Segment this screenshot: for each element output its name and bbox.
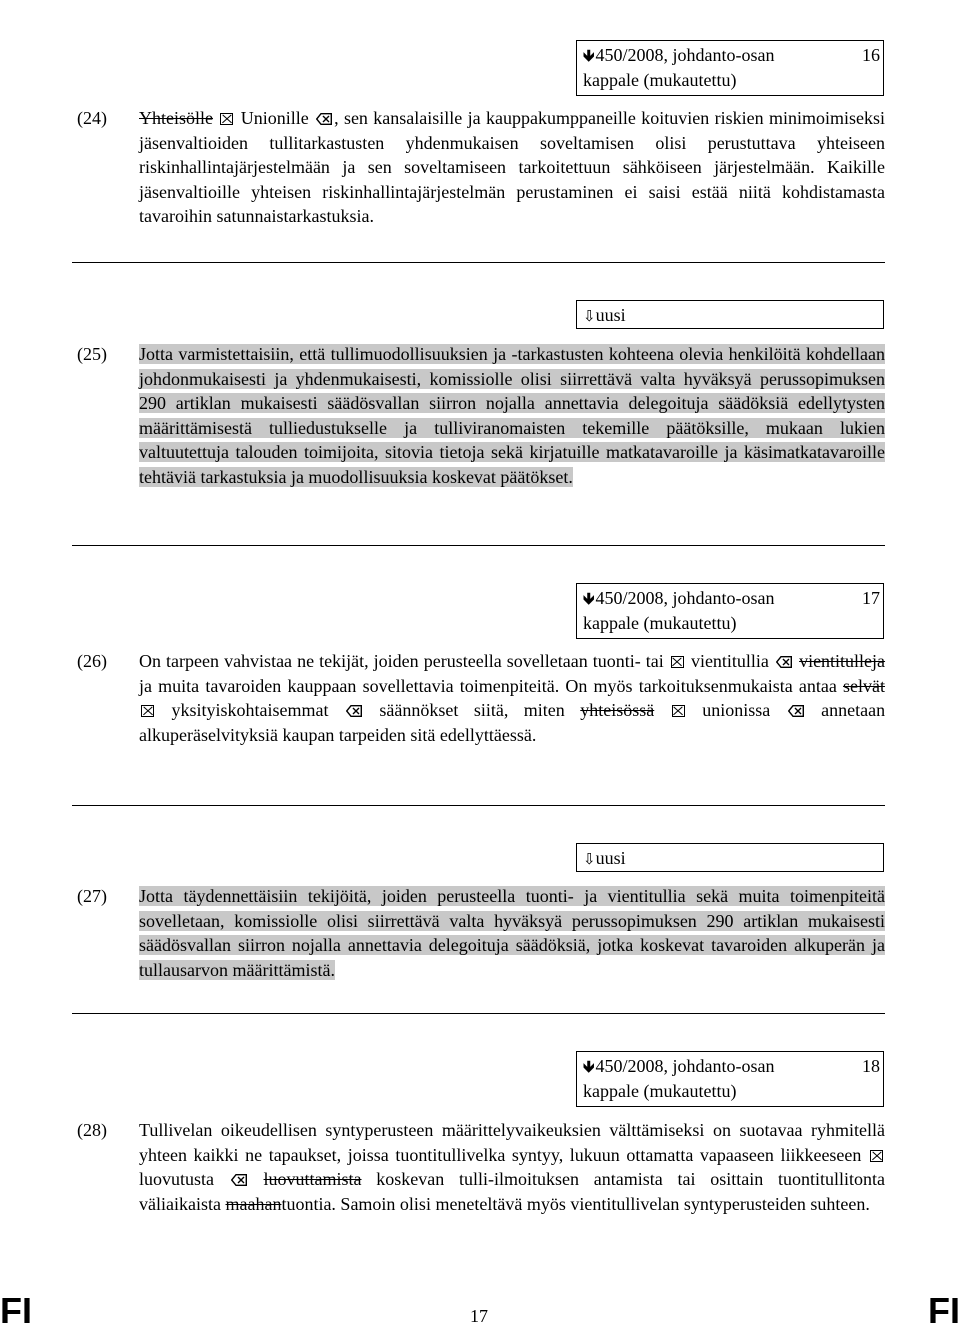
reference-text: 450/2008, johdanto-osan (595, 588, 775, 608)
recital-text: tuontia. Samoin olisi meneteltävä myös vientitullivelan syntyperusteiden suhteen. (281, 1193, 870, 1214)
recital-text: säännökset siitä, miten (379, 700, 565, 721)
new-label: uusi (595, 305, 626, 325)
insert-end-icon (231, 1174, 247, 1186)
inserted-text: yksityiskohtaisemmat (171, 700, 329, 721)
inserted-text: Unionille (240, 108, 309, 128)
inserted-text: luovutusta (139, 1169, 214, 1190)
recital-28 (77, 1118, 885, 1216)
new-recital-box (576, 300, 884, 329)
page-number: 17 (470, 1306, 488, 1326)
new-recital-box (576, 843, 884, 872)
amendment-reference-box (576, 583, 884, 639)
separator-line (72, 262, 885, 263)
separator-line (72, 805, 885, 806)
recital-text: annetaan alkuperäselvityksiä kaupan tarpeiden sitä edellyttäessä. (139, 700, 886, 745)
insert-start-icon (671, 656, 684, 668)
amendment-reference-box (576, 40, 884, 96)
deleted-text: luovuttamista (263, 1169, 362, 1190)
recital-number: (27) (77, 886, 107, 906)
recital-number: (24) (77, 108, 107, 128)
recital-text: On tarpeen vahvistaa ne tekijät, joiden perusteella sovelletaan tuonti- tai (139, 651, 664, 671)
reference-number: 18 (862, 1056, 880, 1076)
arrow-down-icon: 🡻 (583, 46, 595, 65)
insert-end-icon (788, 705, 804, 717)
arrow-down-icon: 🡻 (583, 1057, 595, 1076)
insert-start-icon (672, 705, 685, 717)
insert-start-icon (870, 1150, 883, 1162)
inserted-text: vientitullia (690, 651, 769, 671)
insert-end-icon (776, 656, 792, 668)
new-label: uusi (595, 848, 626, 868)
insert-start-icon (141, 705, 154, 717)
reference-number: 17 (862, 588, 880, 608)
recital-text-highlighted: Jotta täydennettäisiin tekijöitä, joiden perusteella tuonti- ja vientitullia sekä muita toimenpiteitä sovelletaan, komissiolle olisi siirrettävä valta hyväksyä perussopimuksen 290 artiklan mukaisesti säädösvallan siirron nojalla annettavia delegoituja säädöksiä, jotka koskevat tavaroiden alkuperän ja tullausarvon määrittämistä. (139, 886, 885, 980)
recital-text: Tullivelan oikeudellisen syntyperusteen määrittelyvaikeuksien välttämiseksi on suotavaa ryhmitellä yhteen kaikki ne tapaukset, joissa tuontitullivelka syntyy, lukuun ottamatta vapaaseen liikkeeseen (139, 1120, 885, 1165)
arrow-down-icon: 🡻 (583, 589, 595, 608)
reference-subtext: kappale (mukautettu) (583, 613, 737, 633)
language-code-left: FI (0, 1290, 32, 1331)
reference-text: 450/2008, johdanto-osan (595, 1056, 775, 1076)
hollow-arrow-down-icon: ⇩ (583, 307, 596, 325)
deleted-text: vientitulleja (799, 651, 886, 671)
insert-end-icon (346, 705, 362, 717)
recital-text: ja muita tavaroiden kauppaan sovellettavia toimenpiteitä. On myös tarkoituksenmukaista antaa (139, 675, 837, 696)
recital-number: (25) (77, 344, 107, 364)
reference-text: 450/2008, johdanto-osan (595, 45, 775, 65)
hollow-arrow-down-icon: ⇩ (583, 850, 596, 868)
recital-26 (77, 649, 885, 747)
language-code-right: FI (928, 1290, 960, 1331)
insert-end-icon (316, 113, 332, 125)
recital-number: (26) (77, 651, 107, 671)
recital-27 (77, 884, 885, 982)
recital-text-highlighted: Jotta varmistettaisiin, että tullimuodollisuuksien ja -tarkastusten kohteena olevia henkilöitä kohdellaan johdonmukaisesti ja yhdenmukaisesti, komissiolle olisi siirrettävä valta hyväksyä perussopimuksen 290 artiklan mukaisesti säädösvallan siirron nojalla annettavia delegoituja säädöksiä edellytysten määrittämisestä tulliedustukselle ja tulliviranomaisten tekemille päätöksille, mukaan lukien valtuutettuja talouden toimijoita, sitovia tietoja sekä kirjatuille matkatavaroille ja käsimatkatavaroille tehtäviä tarkastuksia ja muodollisuuksia koskevat päätökset. (139, 344, 885, 487)
recital-24 (77, 106, 885, 229)
recital-text: , sen kansalaisille ja kauppakumppaneille koituvien riskien minimoimiseksi jäsenvaltioiden tullitarkastusten yhdenmukaisen soveltamisen olisi perustuttava yhteiseen riskinhallintajärjestelmään ja sen soveltamiseen tarkoitettuun sähköiseen järjestelmään. Kaikille jäsenvaltioille yhteisen riskinhallintajärjestelmän perustaminen ei saisi estää niitä kohdistamasta tavaroihin satunnaistarkastuksia. (139, 108, 885, 227)
deleted-text: selvät (843, 675, 886, 696)
insert-start-icon (220, 113, 233, 125)
recital-number: (28) (77, 1120, 107, 1140)
deleted-text: Yhteisölle (139, 108, 213, 128)
reference-subtext: kappale (mukautettu) (583, 1081, 737, 1101)
separator-line (72, 1013, 885, 1014)
recital-25 (77, 342, 885, 490)
amendment-reference-box (576, 1051, 884, 1107)
reference-subtext: kappale (mukautettu) (583, 70, 737, 90)
separator-line (72, 545, 885, 546)
recital-text: koskevan tulli-ilmoituksen antamista tai osittain tuontitullitonta väliaikaista (139, 1169, 886, 1214)
reference-number: 16 (862, 45, 880, 65)
deleted-text: yhteisössä (580, 700, 655, 721)
deleted-text: maahan (225, 1193, 282, 1214)
inserted-text: unionissa (702, 700, 771, 721)
